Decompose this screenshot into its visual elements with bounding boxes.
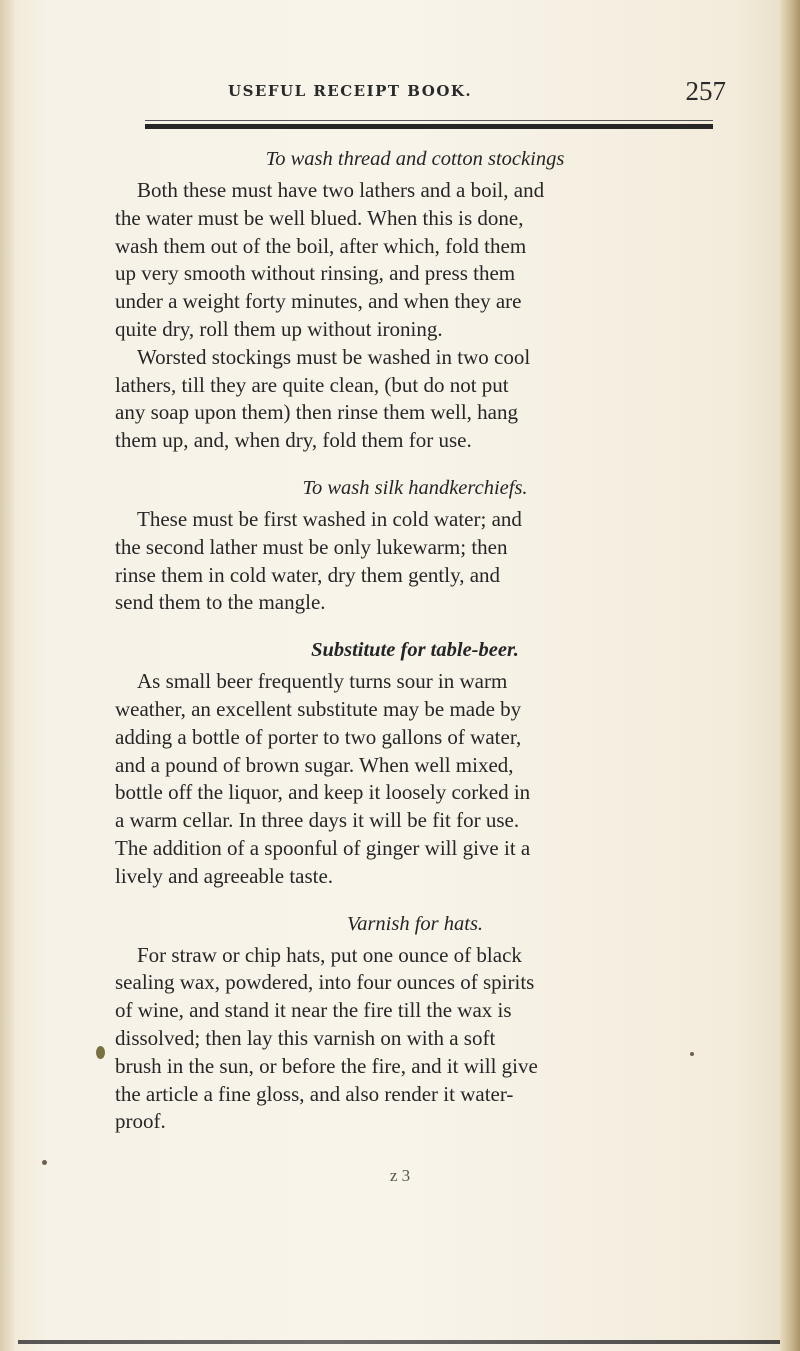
page-body (115, 138, 715, 1158)
paragraph (115, 668, 715, 890)
section-silk-handkerchiefs (115, 477, 715, 617)
text-line: any soap upon them) then rinse them well, hang (115, 400, 518, 425)
paragraph (115, 177, 715, 344)
text-line: the article a fine gloss, and also render it water- (115, 1081, 514, 1106)
paper-speck (42, 1160, 47, 1165)
section-title: Substitute for table-beer. (311, 639, 519, 662)
text-line: wash them out of the boil, after which, fold them (115, 233, 527, 258)
page-header (228, 76, 726, 110)
text-line: weather, an excellent substitute may be made by (115, 696, 522, 721)
text-line: Worsted stockings must be washed in two cool (137, 344, 531, 369)
paper-speck (96, 1046, 105, 1059)
section-title: To wash silk handkerchiefs. (302, 476, 528, 499)
text-line: rinse them in cold water, dry them gently, and (115, 562, 501, 587)
text-line: sealing wax, powdered, into four ounces of spirits (115, 970, 535, 995)
text-line: lathers, till they are quite clean, (but do not put (115, 372, 509, 397)
section-stockings (115, 148, 715, 455)
paper-speck (690, 1052, 694, 1056)
header-rule-thin (145, 120, 713, 121)
text-line: dissolved; then lay this varnish on with a soft (115, 1025, 496, 1050)
text-line: send them to the mangle. (115, 590, 326, 615)
running-head: USEFUL RECEIPT BOOK. (228, 82, 473, 100)
text-line: the second lather must be only lukewarm; then (115, 534, 508, 559)
page-bottom-edge (18, 1340, 780, 1344)
section-table-beer (115, 639, 715, 890)
header-rule (145, 124, 713, 129)
text-line: up very smooth without rinsing, and press them (115, 261, 516, 286)
text-line: of wine, and stand it near the fire till the wax is (115, 998, 512, 1023)
text-line: Both these must have two lathers and a boil, and (137, 178, 545, 202)
section-title: Varnish for hats. (346, 912, 484, 935)
text-line: them up, and, when dry, fold them for use. (115, 428, 472, 453)
paragraph (115, 506, 715, 617)
text-line: proof. (115, 1109, 166, 1134)
text-line: These must be first washed in cold water; and (137, 506, 522, 531)
text-line: As small beer frequently turns sour in warm (137, 669, 508, 694)
text-line: quite dry, roll them up without ironing. (115, 316, 443, 341)
paragraph (115, 942, 715, 1137)
text-line: bottle off the liquor, and keep it loosely corked in (115, 780, 531, 805)
page-gutter (0, 0, 14, 1351)
text-line: a warm cellar. In three days it will be fit for use. (115, 808, 520, 833)
section-hat-varnish (115, 913, 715, 1137)
text-line: The addition of a spoonful of ginger will give it a (115, 835, 531, 860)
page-edge (778, 0, 800, 1351)
text-line: For straw or chip hats, put one ounce of black (137, 942, 522, 967)
text-line: brush in the sun, or before the fire, and it will give (115, 1053, 538, 1078)
text-line: and a pound of brown sugar. When well mixed, (115, 752, 514, 777)
text-line: under a weight forty minutes, and when they are (115, 289, 522, 314)
paragraph (115, 344, 715, 455)
text-line: lively and agreeable taste. (115, 863, 334, 888)
signature-mark: z 3 (389, 1166, 411, 1185)
page-number: 257 (685, 76, 726, 106)
text-line: the water must be well blued. When this is done, (115, 205, 524, 230)
text-line: adding a bottle of porter to two gallons of water, (115, 724, 522, 749)
section-title: To wash thread and cotton stockings (265, 148, 565, 170)
